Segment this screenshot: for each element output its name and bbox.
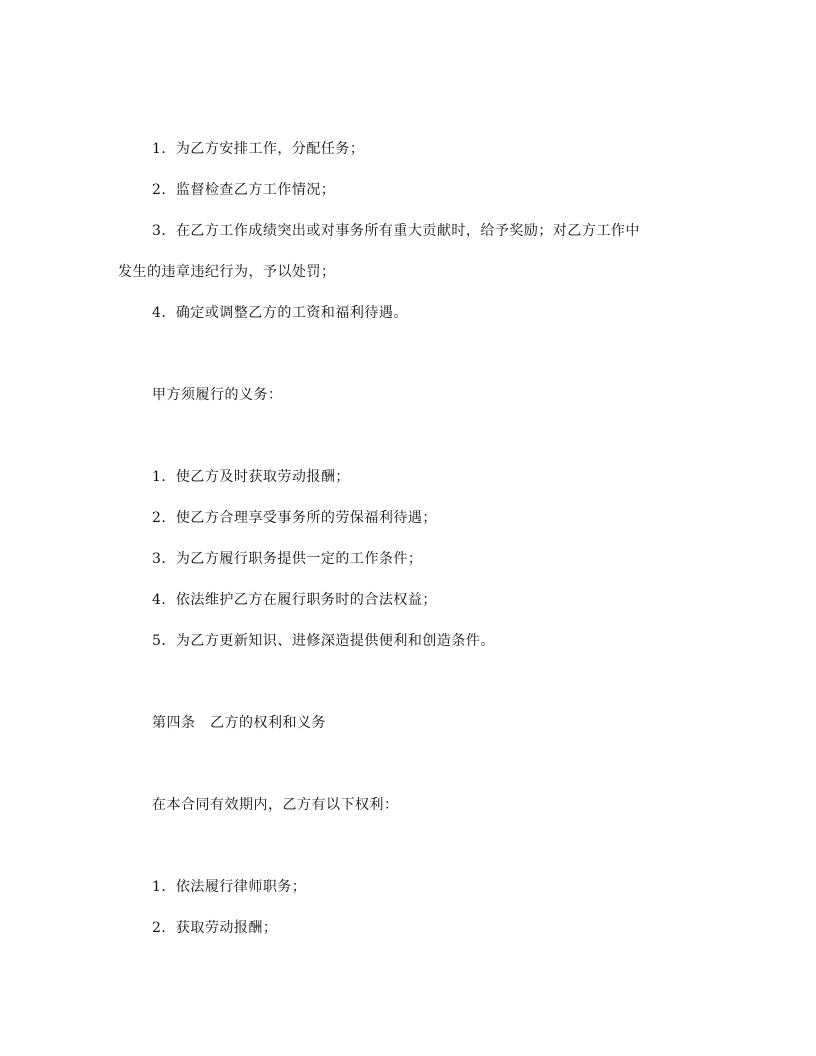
employer-obligation-item-2: 2．使乙方合理享受事务所的劳保福利待遇；: [152, 510, 437, 526]
employer-right-item-4: 4．确定或调整乙方的工资和福利待遇。: [152, 305, 408, 321]
employer-right-item-1: 1．为乙方安排工作，分配任务；: [152, 141, 365, 157]
employer-obligation-item-4: 4．依法维护乙方在履行职务时的合法权益；: [152, 592, 437, 608]
employee-right-item-2: 2．获取劳动报酬；: [152, 920, 278, 936]
employee-right-item-1: 1．依法履行律师职务；: [152, 879, 307, 895]
employer-right-item-3: 3．在乙方工作成绩突出或对事务所有重大贡献时，给予奖励；对乙方工作中: [152, 223, 640, 239]
article-four-title: 第四条 乙方的权利和义务: [152, 715, 326, 731]
employer-obligation-item-3: 3．为乙方履行职务提供一定的工作条件；: [152, 551, 423, 567]
employer-right-item-2: 2．监督检查乙方工作情况；: [152, 182, 336, 198]
employer-obligation-item-1: 1．使乙方及时获取劳动报酬；: [152, 469, 350, 485]
employer-obligations-heading: 甲方须履行的义务：: [152, 387, 283, 403]
employee-rights-heading: 在本合同有效期内，乙方有以下权利：: [152, 797, 399, 813]
employer-right-item-3-continuation: 发生的违章违纪行为，予以处罚；: [118, 264, 336, 280]
employer-obligation-item-5: 5．为乙方更新知识、进修深造提供便利和创造条件。: [152, 633, 495, 649]
